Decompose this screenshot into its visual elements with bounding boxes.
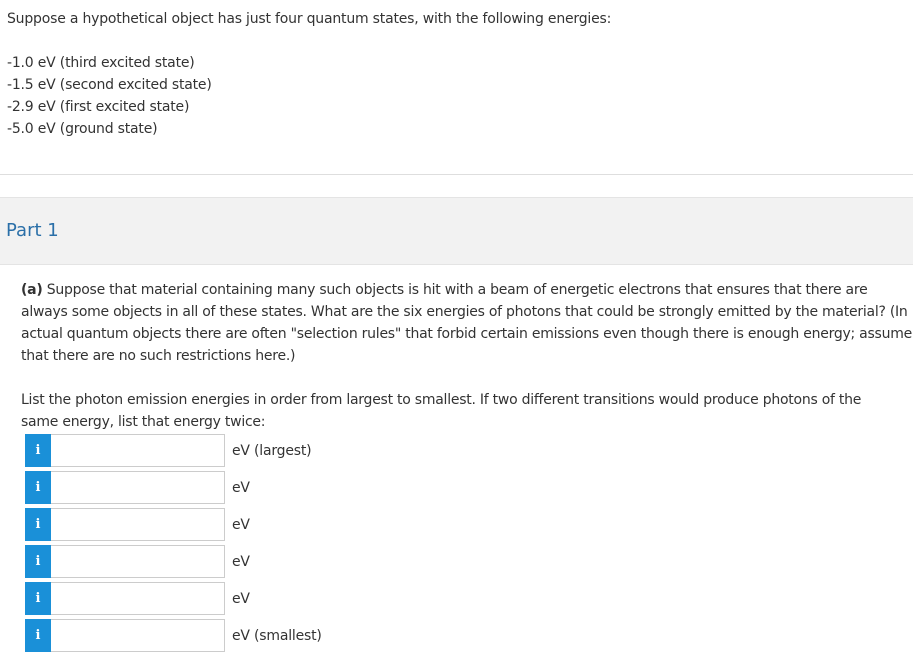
info-icon[interactable]: i bbox=[25, 508, 51, 541]
answer-row-2 bbox=[25, 471, 250, 504]
unit-label: eV (largest) bbox=[232, 442, 312, 459]
info-icon[interactable]: i bbox=[25, 471, 51, 504]
part-header bbox=[0, 197, 913, 265]
unit-label: eV bbox=[232, 590, 250, 607]
answer-row-6 bbox=[25, 619, 322, 652]
answer-row-3 bbox=[25, 508, 250, 541]
question-body: Suppose that material containing many such objects is hit with a beam of energetic electrons that ensures that there are always some objects in all of these states. What are the six energies of photons that could be strongly emitted by the material? (In actual quantum objects there are often "selection rules" that forbid certain emissions even though there is enough energy; assume that there are no such restrictions here.) bbox=[21, 282, 912, 364]
info-icon[interactable]: i bbox=[25, 434, 51, 467]
part-title: Part 1 bbox=[6, 220, 59, 241]
answer-row-4 bbox=[25, 545, 250, 578]
question-text bbox=[21, 279, 913, 367]
info-icon[interactable]: i bbox=[25, 619, 51, 652]
energy-input-6[interactable] bbox=[51, 619, 225, 652]
answer-row-1 bbox=[25, 434, 311, 467]
unit-label: eV (smallest) bbox=[232, 627, 322, 644]
state-first-excited: -2.9 eV (first excited state) bbox=[7, 99, 190, 115]
question-label: (a) bbox=[21, 282, 43, 298]
section-divider bbox=[0, 174, 913, 175]
energy-input-1[interactable] bbox=[51, 434, 225, 467]
unit-label: eV bbox=[232, 516, 250, 533]
instructions-text: List the photon emission energies in order from largest to smallest. If two different transitions would produce photons of the same energy, list that energy twice: bbox=[21, 392, 862, 430]
answer-row-5 bbox=[25, 582, 250, 615]
problem-intro bbox=[7, 8, 611, 140]
info-icon[interactable]: i bbox=[25, 582, 51, 615]
state-ground: -5.0 eV (ground state) bbox=[7, 121, 158, 137]
intro-text: Suppose a hypothetical object has just four quantum states, with the following energies: bbox=[7, 11, 612, 27]
energy-input-2[interactable] bbox=[51, 471, 225, 504]
energy-input-5[interactable] bbox=[51, 582, 225, 615]
energy-input-4[interactable] bbox=[51, 545, 225, 578]
unit-label: eV bbox=[232, 553, 250, 570]
unit-label: eV bbox=[232, 479, 250, 496]
energy-input-3[interactable] bbox=[51, 508, 225, 541]
state-third-excited: -1.0 eV (third excited state) bbox=[7, 55, 195, 71]
info-icon[interactable]: i bbox=[25, 545, 51, 578]
state-second-excited: -1.5 eV (second excited state) bbox=[7, 77, 212, 93]
